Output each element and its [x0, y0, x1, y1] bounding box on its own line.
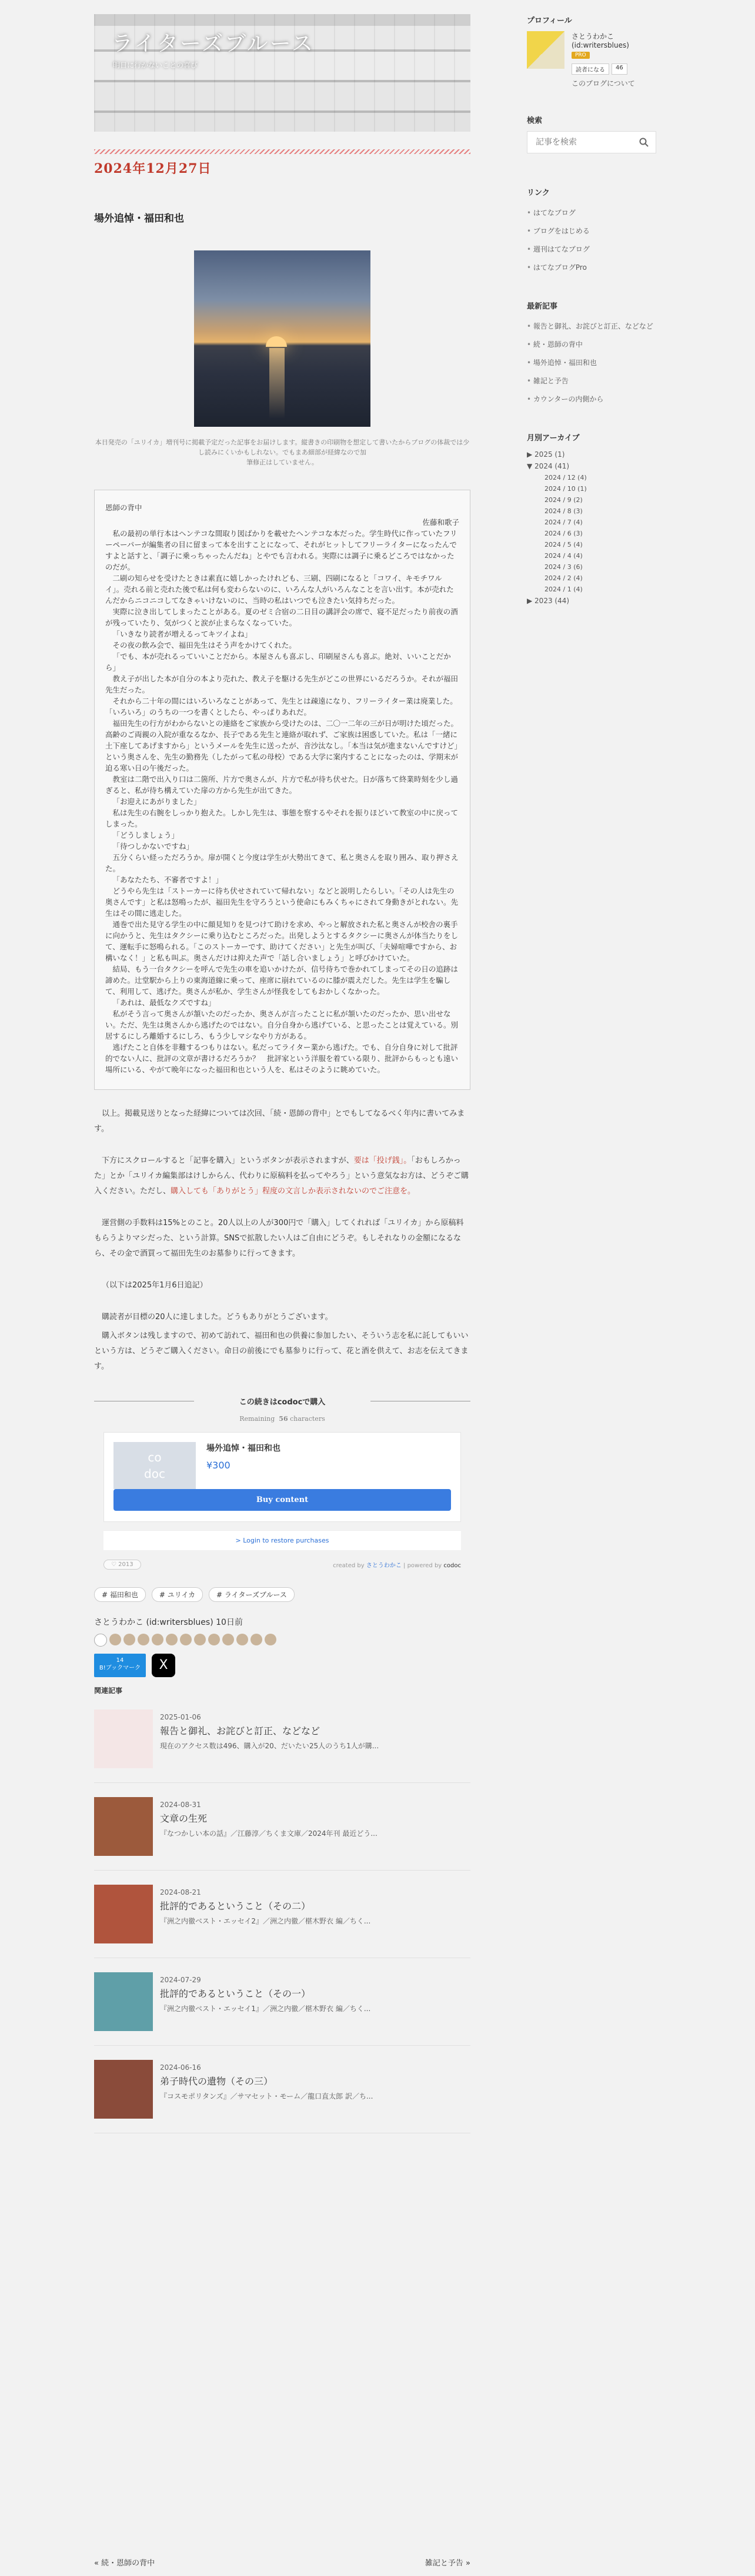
essay-author: 佐藤和歌子 — [422, 518, 459, 527]
related-text — [160, 2060, 373, 2119]
essay-paragraph: 教室は二階で出入り口は二箇所、片方で奥さんが、片方で私が待ち伏せた。日が落ちて終業時刻を少し過ぎると、私が待ち構えていた扉の方から先生が出てきた。 — [105, 775, 458, 795]
archive-year[interactable]: ▶ 2023 (44) — [527, 597, 570, 605]
star-user-icon[interactable] — [109, 1634, 121, 1645]
essay-paragraph: 私の最初の単行本はヘンテコな間取り図ばかりを載せたヘンテコな本だった。学生時代に作っていたフリーペーパーが編集者の目に留まって本を出すことになって、それがヒットしてフリーライターになったんですよと話すと、「調子に乗っちゃったんだね」とやでも言われる。実際には調子に乗るどころではなかったのだが。 — [105, 529, 457, 571]
body-paragraph: 購入ボタンは残しますので、初めて訪れて、福田和也の供養に参加したい、そういう志を私に託してもいいという方は、どうぞご購入ください。命日の前後にでも墓参りに行って、花と酒を供えて、お志を伝えてきます。 — [94, 1332, 469, 1371]
hatena-count: 14 — [116, 1657, 124, 1664]
related-date: 2024-07-29 — [160, 1976, 201, 1984]
body-paragraph — [94, 1153, 470, 1199]
essay-paragraph: 五分くらい経っただろうか。扉が開くと今度は学生が大勢出てきて、私と奥さんを取り囲み、取り押さえた。 — [105, 853, 459, 873]
related-title[interactable]: 批評的であるということ（その一） — [160, 1988, 311, 1999]
restore-purchases-link[interactable]: > Login to restore purchases — [103, 1530, 461, 1550]
search-box — [527, 131, 656, 153]
archive-month[interactable]: 2024 / 12 (4) — [544, 474, 587, 481]
archive-month[interactable]: 2024 / 1 (4) — [544, 586, 583, 593]
codoc-price: ¥300 — [206, 1460, 230, 1471]
body-text-red: 要は「投げ銭」。 — [353, 1156, 412, 1165]
profile-id: (id:writersblues) — [572, 41, 629, 49]
links-list — [527, 203, 656, 276]
related-entry[interactable] — [94, 1972, 470, 2046]
avatar[interactable] — [527, 31, 564, 69]
essay-paragraph: 「でも、本が売れるっていいことだから。本屋さんも喜ぶし、印刷屋さんも喜ぶ。絶対、いいことだから」 — [105, 652, 451, 672]
star-user-icon[interactable] — [208, 1634, 220, 1645]
essay-box — [94, 490, 470, 1090]
essay-paragraph: それから二十年の間にはいろいろなことがあって、先生とは疎遠になり、フリーライター業は廃業した。「いろいろ」のうちの一つを書くとしたら、やっぱりあれだ。 — [105, 697, 457, 717]
caption-line: 本日発売の「ユリイカ」増刊号に掲載予定だった記事をお届けします。縦書きの印刷物を想定して書いたからブログの体裁では少し読みにくいかもしれない。でもまあ細部が経緯なので加 — [95, 439, 470, 456]
related-thumbnail[interactable] — [94, 2060, 153, 2119]
photo-caption — [94, 437, 470, 467]
essay-paragraph: 私は先生の右腕をしっかり抱えた。しかし先生は、事態を察するやそれを振りほどいて教室の中に戻ってしまった。 — [105, 808, 459, 828]
related-date: 2024-08-21 — [160, 1888, 201, 1896]
reader-count: 46 — [612, 63, 627, 75]
recent-item[interactable]: • 報告と御礼、お詫びと訂正、などなど — [527, 317, 656, 335]
codoc-credits — [103, 1560, 461, 1570]
sun-reflection — [269, 348, 285, 419]
essay-paragraph: 福田先生の行方がわからないとの連絡をご家族から受けたのは、二〇一二年の三が日が明けた頃だった。高齢のご両親の入院が重なるなか、長子である先生と連絡が取れず、ご家族は困惑していた。私は「一緒に土下座してあげますから」というメールを先生に送ったが、音沙汰なし。「本当は気が進まないんですけど」という奥さんを、先生の勤務先（したがって私の母校）である大学に案内することになったのは、学期末が迫る寒い日の午後だった。 — [105, 719, 459, 772]
archive-heading: 月別アーカイブ — [527, 434, 580, 443]
star-user-icon[interactable] — [250, 1634, 262, 1645]
powered-by-label: powered by — [407, 1563, 442, 1569]
archive-list — [527, 449, 656, 607]
essay-title: 恩師の背中 — [105, 503, 142, 512]
related-text — [160, 1972, 370, 2031]
body-text-red: 購入しても「ありがとう」程度の文言しか表示されないのでご注意を。 — [171, 1187, 416, 1196]
profile-details — [572, 31, 635, 88]
star-user-icon[interactable] — [222, 1634, 234, 1645]
archive-month[interactable]: 2024 / 4 (4) — [544, 552, 583, 560]
remaining-count: 56 — [279, 1415, 288, 1423]
essay-paragraph: 二刷の知らせを受けたときは素直に嬉しかったけれども、三刷、四刷になると「コワイ、キモチワルイ」。売れる前と売れた後で私は何も変わらないのに、いろんな人がいろんなことを言い出す。本が売れたんだからニコニコしてなきゃいけないのに、当時の私はいつでも泣きたい気持ちだった。 — [105, 574, 454, 605]
essay-paragraph: 教え子が出した本が自分の本より売れた、教え子を駆ける先生がどこの世界にいるだろうか。それが福田先生だった。 — [105, 674, 459, 694]
related-date: 2024-06-16 — [160, 2063, 201, 2072]
star-user-icon[interactable] — [236, 1634, 248, 1645]
star-user-icon[interactable] — [152, 1634, 163, 1645]
hatena-bookmark-button[interactable] — [94, 1654, 146, 1677]
archive-year[interactable]: ▶ 2025 (1) — [527, 450, 565, 459]
essay-body — [105, 528, 459, 1075]
codoc-thumbnail: co doc — [113, 1442, 196, 1489]
link-start-blog[interactable]: • ブログをはじめる — [527, 222, 656, 240]
profile-heading: プロフィール — [527, 16, 572, 25]
star-user-icon[interactable] — [166, 1634, 178, 1645]
related-title[interactable]: 弟子時代の遺物（その三） — [160, 2076, 273, 2087]
essay-paragraph: その夜の飲み会で、福田先生はそう声をかけてくれた。 — [112, 641, 296, 650]
body-paragraph: 以上。掲載見送りとなった経緯については次回、「続・恩師の背中」とでもしてなるべく年内に書いてみます。 — [94, 1109, 465, 1133]
credit-text: created by さとうわかこ | powered by codoc — [333, 1563, 461, 1569]
sunset-photo — [194, 250, 370, 427]
recent-item[interactable]: • 雑記と予告 — [527, 372, 656, 390]
related-entry[interactable] — [94, 1885, 470, 1958]
essay-paragraph: 「あれは、最低なクズですね」 — [112, 998, 216, 1007]
search-input[interactable] — [534, 137, 625, 148]
recent-list — [527, 317, 656, 408]
subscribe-button[interactable]: 読者になる — [572, 63, 609, 75]
recent-item[interactable]: • 続・恩師の背中 — [527, 335, 656, 353]
codoc-buy-box — [103, 1432, 461, 1522]
essay-paragraph: 結局、もう一台タクシーを呼んで先生の車を追いかけたが、信号待ちで巻かれてしまってその日の追跡は諦めた。辻堂駅から上りの東海道線に乗って、座席に崩れているのに膝が震えだした。先生は学生を騙して、利用して、逃げた。奥さんが私か、学生さんが怪我をしてもおかしくなかった。 — [105, 965, 458, 996]
pager — [94, 2557, 470, 2568]
related-list — [94, 1709, 470, 2133]
essay-paragraph: どうやら先生は「ストーカーに待ち伏せされていて帰れない」などと説明したらしい。「その人は先生の奥さんです」と私は怒鳴ったが、福田先生を守ろうという使命にもみくちゃにされて身動きがとれない。先生はその間に逃走した。 — [105, 886, 459, 918]
related-title[interactable]: 文章の生死 — [160, 1813, 208, 1824]
share-buttons — [94, 1654, 470, 1677]
star-user-icon[interactable] — [265, 1634, 276, 1645]
links-heading: リンク — [527, 189, 550, 198]
tag-writers-blues[interactable]: # ライターズブルース — [209, 1587, 295, 1602]
archive-month[interactable]: 2024 / 7 (4) — [544, 518, 583, 526]
star-add-icon[interactable] — [94, 1634, 107, 1647]
archive-year[interactable]: ▼ 2024 (41) — [527, 462, 570, 470]
related-text — [160, 1797, 378, 1856]
recent-heading: 最新記事 — [527, 302, 558, 311]
tag-list — [94, 1587, 470, 1602]
next-post-link[interactable]: 雑記と予告 » — [425, 2559, 470, 2568]
creator-link[interactable]: さとうわかこ — [366, 1563, 402, 1569]
post-title[interactable]: 場外追悼・福田和也 — [94, 213, 184, 225]
created-by-label: created by — [333, 1563, 365, 1569]
star-user-icon[interactable] — [180, 1634, 192, 1645]
post-body — [94, 1106, 470, 1374]
archive-month[interactable]: 2024 / 8 (3) — [544, 507, 583, 515]
search-icon[interactable] — [639, 138, 649, 147]
body-paragraph: （以下は2025年1月6日追記） — [102, 1281, 208, 1290]
sidebar — [527, 14, 656, 607]
buy-content-button[interactable]: Buy content — [113, 1489, 451, 1511]
prev-post-link[interactable]: « 続・恩師の背中 — [94, 2559, 155, 2568]
related-text — [160, 1885, 370, 1943]
related-entry[interactable] — [94, 1797, 470, 1871]
archive-month[interactable]: 2024 / 10 (1) — [544, 485, 587, 493]
star-user-icon[interactable] — [194, 1634, 206, 1645]
star-user-icon[interactable] — [138, 1634, 149, 1645]
related-snippet: 『コスモポリタンズ』／サマセット・モーム／龍口直太郎 訳／ち... — [160, 2092, 373, 2100]
related-entry[interactable] — [94, 2060, 470, 2133]
related-date: 2024-08-31 — [160, 1801, 201, 1809]
archive-month[interactable]: 2024 / 5 (4) — [544, 541, 583, 548]
pro-badge: PRO — [572, 52, 590, 59]
codoc-remaining — [94, 1415, 470, 1423]
recent-item[interactable]: • 場外追悼・福田和也 — [527, 353, 656, 372]
blog-subtitle: 明日に行かないことの喜び — [113, 61, 198, 69]
related-thumbnail[interactable] — [94, 1885, 153, 1943]
archive-month[interactable]: 2024 / 2 (4) — [544, 574, 583, 582]
essay-paragraph: 「いきなり読者が増えるってキツイよね」 — [112, 630, 252, 638]
body-text: 「おもしろかった」とか「ユリイカ編集部はけしからん、代わりに原稿料を払ってやろう」という意気なお方は、どうぞご購入ください。ただし、 — [94, 1156, 469, 1196]
tag-eureka[interactable]: # ユリイカ — [152, 1587, 203, 1602]
sun-shape — [266, 336, 287, 347]
related-title[interactable]: 報告と御礼、お詫びと訂正、などなど — [160, 1725, 320, 1737]
blog-header[interactable] — [94, 14, 470, 132]
wavy-divider — [94, 149, 470, 154]
related-thumbnail[interactable] — [94, 1797, 153, 1856]
body-paragraph: 運営側の手数料は15%とのこと。20人以上の人が300円で「購入」してくれれば「ユリイカ」から原稿料もらうよりマシだった、という計算。SNSで拡散したい人はご自由にどうぞ。もしそれなりの金額になるなら、その金で酒買って福田先生のお墓参りに行ってきます。 — [94, 1219, 464, 1258]
link-weekly[interactable]: • 週刊はてなブログ — [527, 240, 656, 258]
related-thumbnail[interactable] — [94, 1972, 153, 2031]
link-hatena-blog[interactable]: • はてなブログ — [527, 203, 656, 222]
codoc-heading: この続きはcodocで購入 — [94, 1396, 470, 1407]
codoc-info — [206, 1442, 451, 1471]
post-time-link[interactable]: 10日前 — [216, 1618, 243, 1627]
codoc-link[interactable]: codoc — [443, 1563, 461, 1569]
post-byline — [94, 1616, 470, 1628]
codoc-item-title: 場外追悼・福田和也 — [206, 1444, 280, 1453]
related-snippet: 『なつかしい本の話』／江藤淳／ちくま文庫／2024年刊 最近どう... — [160, 1829, 378, 1838]
archive-month[interactable]: 2024 / 6 (3) — [544, 530, 583, 537]
body-paragraph: 購読者が目標の20人に達しました。どうもありがとうございます。 — [102, 1313, 333, 1322]
essay-paragraph: 私がそう言って奥さんが頷いたのだったか、奥さんが言ったことに私が頷いたのだったか、思い出せない。ただ、先生は奥さんから逃げたのではない。自分自身から逃げている、と思ったことは覚えている。別居するにしろ離婚するにしろ、もう少しマシなやり方がある。 — [105, 1009, 459, 1041]
related-entry[interactable] — [94, 1709, 470, 1783]
related-snippet: 『洲之内徹ベスト・エッセイ1』／洲之内徹／椹木野衣 編／ちく... — [160, 2005, 371, 2013]
related-date: 2025-01-06 — [160, 1713, 201, 1721]
link-pro[interactable]: • はてなブログPro — [527, 258, 656, 276]
like-button[interactable]: ♡ 2013 — [103, 1560, 141, 1570]
archive-month[interactable]: 2024 / 3 (6) — [544, 563, 583, 571]
blog-title[interactable]: ライターズブルース — [112, 32, 315, 56]
search-heading: 検索 — [527, 116, 543, 125]
essay-paragraph: 通巻で出た見守る学生の中に顔見知りを見つけて助けを求め、やっと解放された私と奥さんが校舎の裏手に向かうと、先生はタクシーに乗り込むところだった。出発しようとするタクシーに奥さんが体当たりをして、運転手に怒鳴られる。「このストーカーです、助けてください」と先生が叫び、「夫婦喧嘩ですから、お構いなく！」と私も叫ぶ。奥さんだけは抑えた声で「話し合いましょう」と呼びかけていた。 — [105, 920, 459, 962]
x-share-icon[interactable]: X — [152, 1654, 175, 1677]
author-link[interactable]: さとうわかこ (id:writersblues) — [94, 1618, 213, 1627]
main-column — [94, 14, 470, 2568]
profile-name[interactable]: さとうわかこ — [572, 32, 614, 41]
body-text: 下方にスクロールすると「記事を購入」というボタンが表示されますが、 — [102, 1156, 354, 1165]
essay-paragraph: 「あなたたち、不審者ですよ！」 — [112, 875, 223, 884]
remaining-label: Remaining — [239, 1415, 275, 1423]
related-text — [160, 1709, 379, 1768]
essay-paragraph: 「どうしましょう」 — [112, 831, 179, 839]
star-user-icon[interactable] — [123, 1634, 135, 1645]
related-thumbnail[interactable] — [94, 1709, 153, 1768]
related-title[interactable]: 批評的であるということ（その二） — [160, 1901, 311, 1912]
profile-module — [527, 31, 656, 88]
archive-month[interactable]: 2024 / 9 (2) — [544, 496, 583, 504]
essay-paragraph: 逃げたこと自体を非難するつもりはない。私だってライター業から逃げた。でも、自分自身に対して批評的でない人に、批評の文章が書けるだろうか？ 批評家という洋服を着ている限り、批評からもっとも遠い場所にいる、やがて晩年になった福田和也という人を、私はそのように眺めていた。 — [105, 1043, 459, 1074]
essay-paragraph: 「待つしかないですね」 — [112, 842, 194, 851]
tag-fukuda[interactable]: # 福田和也 — [94, 1587, 146, 1602]
remaining-unit: characters — [290, 1415, 325, 1423]
caption-line: 筆修正はしていません。 — [246, 459, 318, 466]
related-snippet: 『洲之内徹ベスト・エッセイ2』／洲之内徹／椹木野衣 編／ちく... — [160, 1917, 371, 1925]
star-list — [94, 1634, 470, 1647]
related-heading: 関連記事 — [94, 1687, 123, 1695]
recent-item[interactable]: • カウンターの内側から — [527, 390, 656, 408]
hatena-label: B!ブックマーク — [99, 1665, 141, 1671]
related-snippet: 現在のアクセス数は496、購入が20、だいたい25人のうち1人が購... — [160, 1742, 379, 1750]
post-date[interactable]: 2024年12月27日 — [94, 161, 212, 176]
reader-widget — [572, 63, 635, 75]
about-link[interactable]: このブログについて — [572, 79, 635, 88]
essay-paragraph: 実際に泣き出してしまったことがある。夏のゼミ合宿の二日目の講評会の席で、寝不足だったり前夜の酒が残っていたり、気がつくと涙が止まらなくなっていた。 — [105, 607, 458, 627]
essay-paragraph: 「お迎えにあがりました」 — [112, 797, 201, 806]
